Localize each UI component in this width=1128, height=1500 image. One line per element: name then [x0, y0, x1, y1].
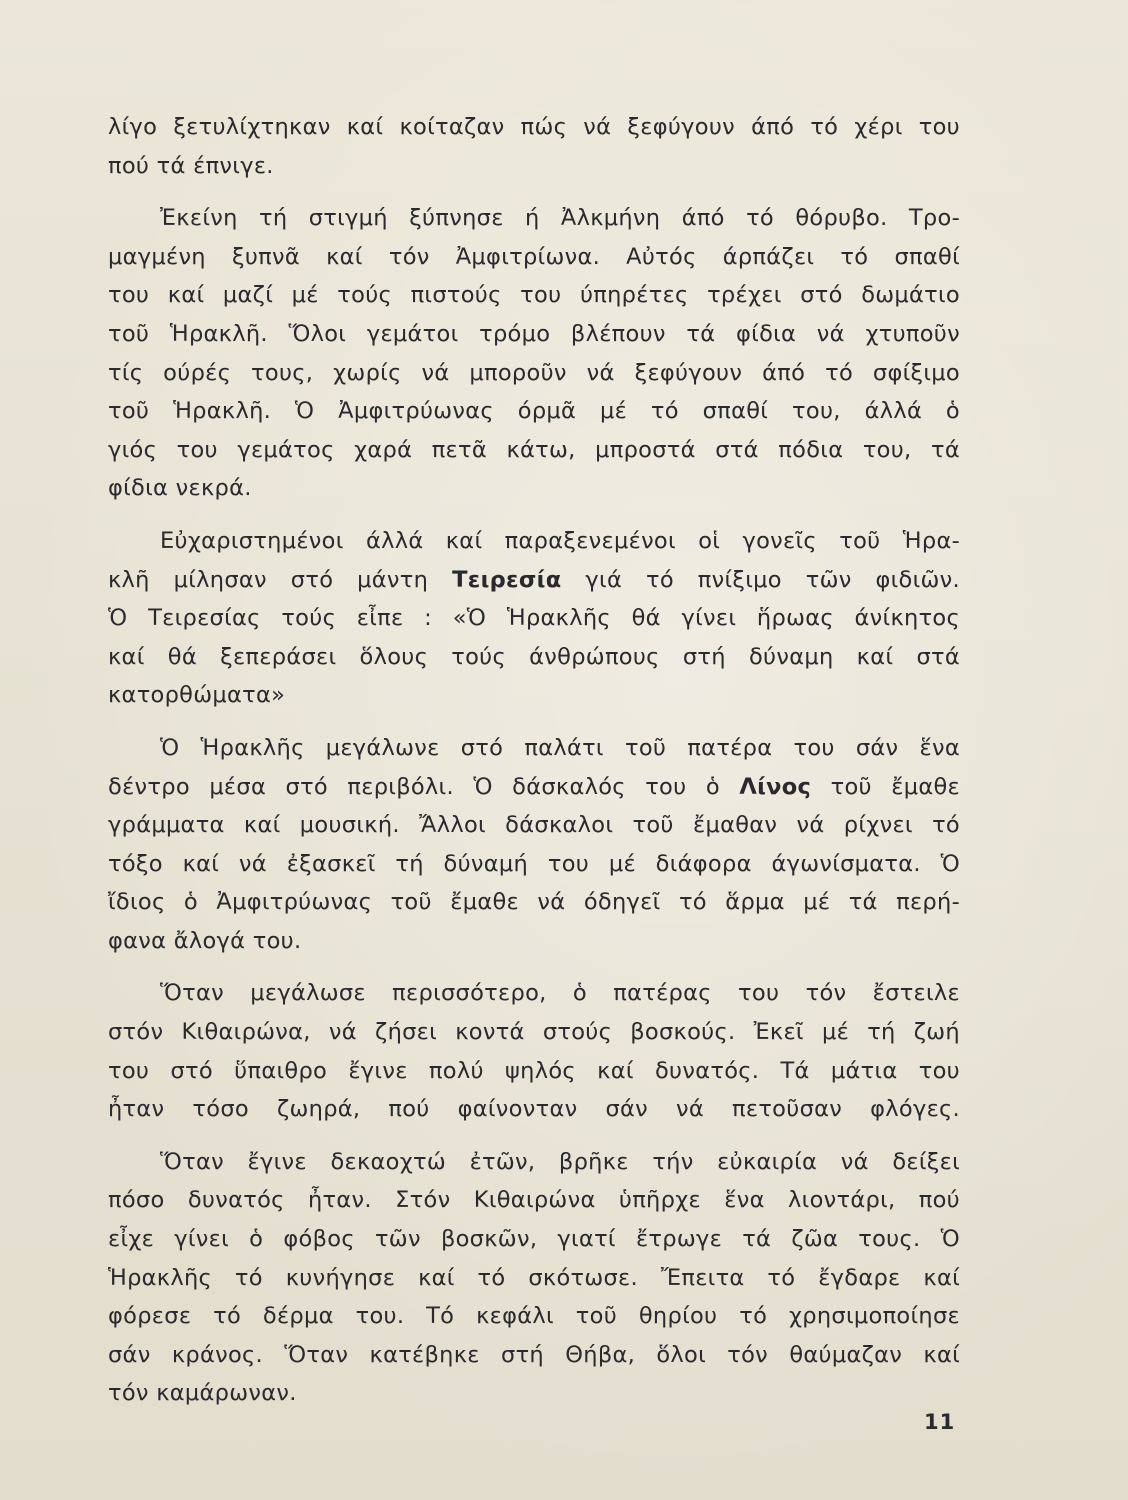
text-line: πού τά έπνιγε.	[108, 152, 274, 179]
text-line: ἴδιος ὁ Ἀμφιτρύωνας τοῦ ἔμαθε νά όδηγεῖ τό ἅρμα μέ τά περή-	[108, 889, 960, 916]
text-span: κλῆ μίλησαν στό μάντη	[108, 566, 453, 593]
text-line: Ὁ Ἡρακλῆς μεγάλωνε στό παλάτι τοῦ πατέρα του σάν ἕνα	[160, 734, 960, 761]
text-line: μαγμένη ξυπνᾶ καί τόν Ἀμφιτρίωνα. Αὐτός άρπάζει τό σπαθί	[108, 243, 960, 270]
text-line: λίγο ξετυλίχτηκαν καί κοίταζαν πώς νά ξεφύγουν άπό τό χέρι του	[108, 114, 960, 140]
text-span: γιά τό πνίξιμο τῶν φιδιῶν.	[561, 566, 960, 593]
text-line: φανα ἄλογά του.	[108, 927, 302, 954]
text-line	[108, 768, 960, 807]
text-line: γιός του γεμάτος χαρά πετᾶ κάτω, μπροστά στά πόδια του, τά	[108, 436, 960, 463]
text-line: κατορθώματα»	[108, 682, 286, 709]
text-line: σάν κράνος. Ὅταν κατέβηκε στή Θήβα, ὅλοι τόν θαύμαζαν καί	[108, 1341, 960, 1368]
text-line: τίς ούρές τους, χωρίς νά μποροῦν νά ξεφύγουν άπό τό σφίξιμο	[108, 359, 960, 386]
body-text	[108, 108, 960, 1413]
paragraph-3	[108, 522, 960, 715]
text-line: τόξο καί νά ἐξασκεῖ τή δύναμή του μέ διάφορα άγωνίσματα. Ὁ	[108, 850, 960, 877]
text-line: του καί μαζί μέ τούς πιστούς του ύπηρέτες τρέχει στό δωμάτιο	[108, 282, 960, 309]
text-span: δέντρο μέσα στό περιβόλι. Ὁ δάσκαλός του ὁ	[108, 773, 740, 800]
page-number: 11	[924, 1410, 956, 1434]
text-line	[108, 561, 960, 600]
text-line: εἶχε γίνει ὁ φόβος τῶν βοσκῶν, γιατί ἔτρωγε τά ζῶα τους. Ὁ	[108, 1226, 960, 1253]
paragraph-5	[108, 974, 960, 1128]
text-line: τοῦ Ἡρακλῆ. Ὁ Ἀμφιτρύωνας όρμᾶ μέ τό σπαθί του, άλλά ὁ	[108, 398, 960, 425]
text-line: Ἡρακλῆς τό κυνήγησε καί τό σκότωσε. Ἔπειτα τό ἔγδαρε καί	[108, 1264, 960, 1291]
text-line: του στό ὕπαιθρο ἔγινε πολύ ψηλός καί δυνατός. Τά μάτια του	[108, 1057, 960, 1084]
text-line: Ἐκείνη τή στιγμή ξύπνησε ή Ἀλκμήνη άπό τό θόρυβο. Τρο-	[160, 205, 960, 232]
paragraph-1	[108, 108, 960, 185]
paragraph-4	[108, 729, 960, 961]
text-line: τόν καμάρωναν.	[108, 1380, 297, 1407]
seer-name: Τειρεσία	[452, 566, 562, 593]
text-line: Εὐχαριστημένοι άλλά καί παραξενεμένοι οἱ γονεῖς τοῦ Ἡρα-	[160, 527, 960, 554]
text-line: φίδια νεκρά.	[108, 475, 252, 502]
text-line: καί θά ξεπεράσει ὅλους τούς άνθρώπους στή δύναμη καί στά	[108, 643, 960, 670]
text-line: φόρεσε τό δέρμα του. Τό κεφάλι τοῦ θηρίου τό χρησιμοποίησε	[108, 1303, 960, 1330]
text-line: πόσο δυνατός ἦταν. Στόν Κιθαιρώνα ὑπῆρχε ἕνα λιοντάρι, πού	[108, 1187, 960, 1214]
text-line: Ὅταν ἔγινε δεκαοχτώ ἐτῶν, βρῆκε τήν εὐκαιρία νά δείξει	[160, 1148, 960, 1175]
text-line: ἦταν τόσο ζωηρά, πού φαίνονταν σάν νά πετοῦσαν φλόγες.	[108, 1096, 960, 1123]
teacher-name: Λίνος	[739, 773, 812, 800]
paragraph-6	[108, 1143, 960, 1413]
text-line: γράμματα καί μουσική. Ἄλλοι δάσκαλοι τοῦ ἔμαθαν νά ρίχνει τό	[108, 812, 960, 839]
text-line: τοῦ Ἡρακλῆ. Ὅλοι γεμάτοι τρόμο βλέπουν τά φίδια νά χτυποῦν	[108, 320, 960, 347]
text-line: στόν Κιθαιρώνα, νά ζήσει κοντά στούς βοσκούς. Ἐκεῖ μέ τή ζωή	[108, 1019, 960, 1046]
text-span: τοῦ ἔμαθε	[811, 773, 961, 800]
text-line: Ὁ Τειρεσίας τούς εἶπε : «Ὁ Ἡρακλῆς θά γίνει ἥρωας άνίκητος	[108, 605, 960, 632]
paragraph-2	[108, 199, 960, 508]
text-line: Ὅταν μεγάλωσε περισσότερο, ὁ πατέρας του τόν ἔστειλε	[160, 980, 960, 1007]
